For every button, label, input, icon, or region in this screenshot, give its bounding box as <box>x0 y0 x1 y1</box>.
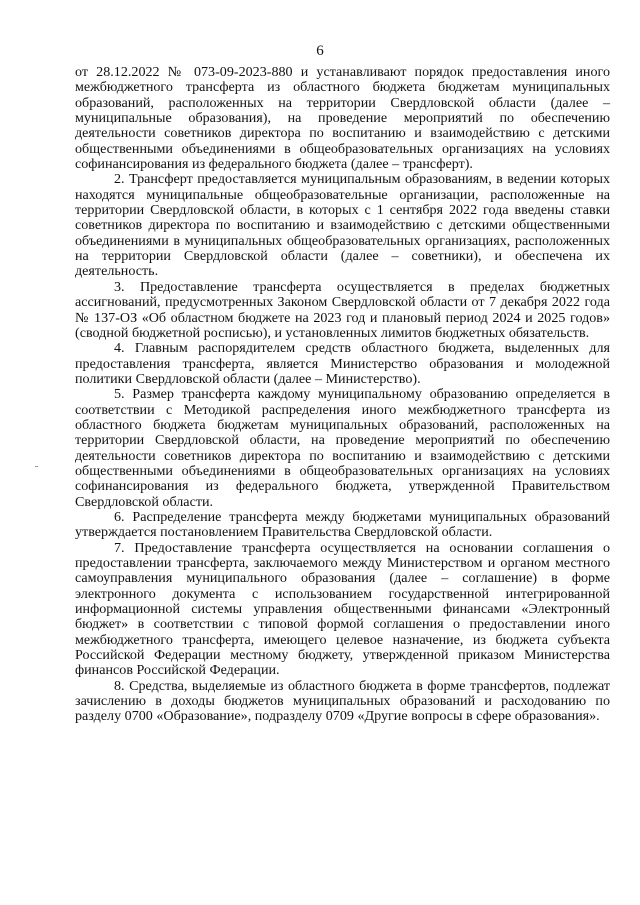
scan-margin-mark <box>35 466 38 467</box>
paragraph-6: 6. Распределение трансферта между бюджетами муниципальных образований утверждается постановлением Правительства Свердловской области. <box>75 508 610 541</box>
paragraph-4: 4. Главным распорядителем средств областного бюджета, выделенных для предоставления трансферта, является Министерство образования и молодежной политики Свердловской области (далее – Министерство). <box>75 340 610 387</box>
paragraph-5: 5. Размер трансферта каждому муниципальному образованию определяется в соответствии с Методикой распределения иного межбюджетного трансферта из областного бюджета бюджетам муниципальных образований, расположенных на территории Свердловской области, на проведение мероприятий по обеспечению деятельности советников директора по воспитанию и взаимодействию с детскими общественными объединениями в общеобразовательных организациях на условиях софинансирования из федерального бюджета, утвержденной Правительством Свердловской области. <box>75 386 610 510</box>
page-number: 6 <box>316 43 324 59</box>
paragraph-7: 7. Предоставление трансферта осуществляется на основании соглашения о предоставлении трансферта, заключаемого между Министерством и органом местного самоуправления муниципального образования (далее – соглашение) в форме электронного документа с использованием государственной интегрированной информационной системы управления общественными финансами «Электронный бюджет» в соответствии с типовой формой соглашения о предоставлении иного межбюджетного трансферта, имеющего целевое назначение, из бюджета субъекта Российской Федерации местному бюджету, утвержденной приказом Министерства финансов Российской Федерации. <box>75 539 610 679</box>
document-body <box>75 65 610 725</box>
paragraph-3: 3. Предоставление трансферта осуществляется в пределах бюджетных ассигнований, предусмотренных Законом Свердловской области от 7 декабря 2022 года № 137-ОЗ «Об областном бюджете на 2023 год и плановый период 2024 и 2025 годов» (сводной бюджетной росписью), и установленных лимитов бюджетных обязательств. <box>75 278 610 341</box>
paragraph-8: 8. Средства, выделяемые из областного бюджета в форме трансфертов, подлежат зачислению в доходы бюджетов муниципальных образований и расходованию по разделу 0700 «Образование», подразделу 0709 «Другие вопросы в сфере образования». <box>75 677 610 725</box>
paragraph-continuation: от 28.12.2022 № 073-09-2023-880 и устанавливают порядок предоставления иного межбюджетного трансферта из областного бюджета бюджетам муниципальных образований, расположенных на территории Свердловской области (далее – муниципальные образования), на проведение мероприятий по обеспечению деятельности советников директора по воспитанию и взаимодействию с детскими общественными объединениями в общеобразовательных организациях на условиях софинансирования из федерального бюджета (далее – трансферт). <box>75 64 610 173</box>
paragraph-2: 2. Трансферт предоставляется муниципальным образованиям, в ведении которых находятся муниципальные общеобразовательные организации, расположенные на территории Свердловской области, в которых с 1 сентября 2022 года введены ставки советников директора по воспитанию и взаимодействию с детскими общественными объединениями в муниципальных общеобразовательных организациях, расположенных на территории Свердловской области (далее – советники), и обеспечена их деятельность. <box>75 171 610 280</box>
